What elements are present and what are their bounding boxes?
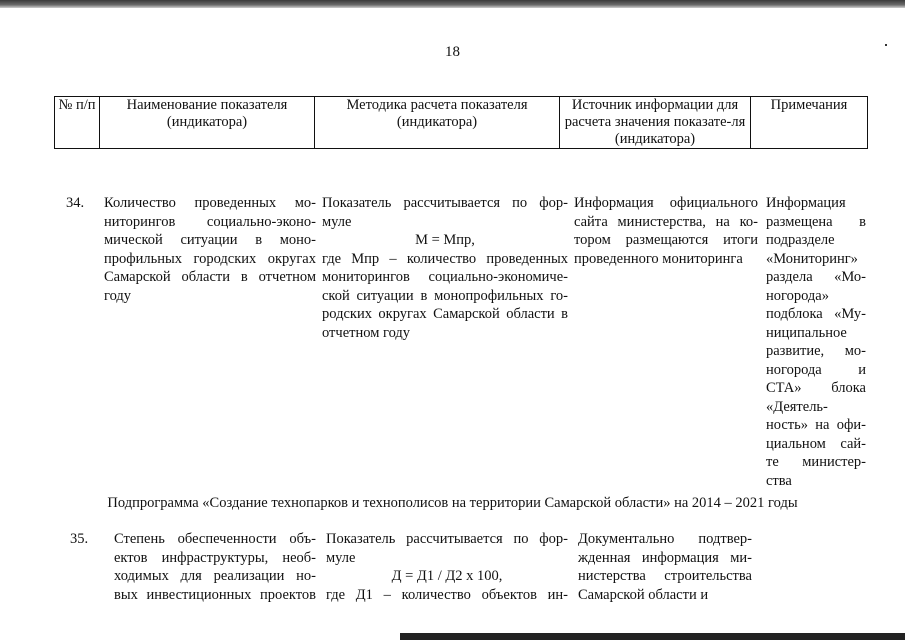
row34-source-line: тором размещаются итоги <box>574 232 758 248</box>
row34-notes-line: развитие, мо- <box>766 343 866 359</box>
row34-method-line: мониторингов социально-экономиче- <box>322 269 568 285</box>
row34-name-line: году <box>104 287 132 304</box>
row34-notes-line: ногорода и <box>766 361 866 378</box>
row34-notes-line: те министер- <box>766 454 866 470</box>
row35-method-line: Показатель рассчитывается по фор- <box>326 531 568 547</box>
header-source: Источник информации для расчета значения показате-ля (индикатора) <box>560 97 751 149</box>
row35-source-line: Самарской области и <box>578 586 709 603</box>
row34-formula: М = Мпр, <box>415 232 475 248</box>
row35-name-line: ектов инфраструктуры, необ- <box>114 549 316 566</box>
row34-method-line: муле <box>322 213 352 230</box>
row34-source <box>574 194 758 268</box>
row34-method-line: Показатель рассчитывается по фор- <box>322 195 568 211</box>
row34-method <box>322 194 568 342</box>
header-num: № п/п <box>55 97 100 149</box>
row34-notes <box>766 194 866 490</box>
row35-name <box>114 530 316 604</box>
row35-source-line: нистерства строительства <box>578 568 752 584</box>
row34-name-line: Самарской области в отчетном <box>104 269 316 285</box>
table-header <box>54 96 868 149</box>
row34-notes-line: «Мониторинг» <box>766 250 858 267</box>
row35-num: 35. <box>70 531 89 547</box>
row35-method-line: где Д1 – количество объектов ин- <box>326 586 568 603</box>
row35-name-line: ходимых для реализации но- <box>114 568 316 584</box>
row34-source-line: Информация официального <box>574 195 758 211</box>
row35-method <box>326 530 568 604</box>
row34-name-line: профильных городских округах <box>104 250 316 267</box>
row34-notes-line: размещена в <box>766 213 866 230</box>
row34-notes-line: «Деятель- <box>766 398 828 415</box>
row35-source <box>578 530 752 604</box>
row34-num: 34. <box>66 195 85 211</box>
row34-notes-line: подблока «Му- <box>766 306 866 322</box>
header-method: Методика расчета показателя (индикатора) <box>315 97 560 149</box>
subprogram-title: Подпрограмма «Создание технопарков и технополисов на территории Самарской области» на 2014 – 2021 годы <box>107 495 798 511</box>
row34-source-line: проведенного мониторинга <box>574 250 743 267</box>
row34-name-line: мической ситуации в моно- <box>104 232 316 248</box>
row35-formula: Д = Д1 / Д2 х 100, <box>391 568 503 584</box>
row34-notes-line: СТА» блока <box>766 380 866 396</box>
row35-source-line: жденная информация ми- <box>578 549 752 566</box>
header-name: Наименование показателя (индикатора) <box>100 97 315 149</box>
row35-source-line: Документально подтвер- <box>578 531 752 547</box>
row34-notes-line: Информация <box>766 195 846 211</box>
row35-name-line: вых инвестиционных проектов <box>114 586 316 603</box>
page-number: 18 <box>445 44 460 60</box>
row34-method-line: ской ситуации в монопрофильных го- <box>322 287 568 304</box>
row34-method-line: отчетном году <box>322 324 411 341</box>
row34-notes-line: ниципальное <box>766 324 847 341</box>
row34-notes-line: ногорода» <box>766 287 829 304</box>
row34-source-line: сайта министерства, на ко- <box>574 213 758 230</box>
row34-notes-line: раздела «Мо- <box>766 269 866 285</box>
scan-bottom-edge <box>400 633 905 640</box>
row35-name-line: Степень обеспеченности объ- <box>114 531 316 547</box>
row34-method-line: родских округах Самарской области в <box>322 306 568 322</box>
row35-method-line: муле <box>326 549 356 566</box>
row34-method-line: где Мпр – количество проведенных <box>322 250 568 267</box>
scan-top-edge <box>0 0 905 8</box>
row34-notes-line: циальном сай- <box>766 435 866 452</box>
header-notes: Примечания <box>751 97 868 149</box>
row34-notes-line: подразделе <box>766 232 835 248</box>
row34-name-line: Количество проведенных мо- <box>104 195 316 211</box>
row34-notes-line: ства <box>766 472 792 489</box>
row34-notes-line: ность» на офи- <box>766 417 866 433</box>
row34-name-line: ниторингов социально-эконо- <box>104 213 316 230</box>
row34-name <box>104 194 316 305</box>
